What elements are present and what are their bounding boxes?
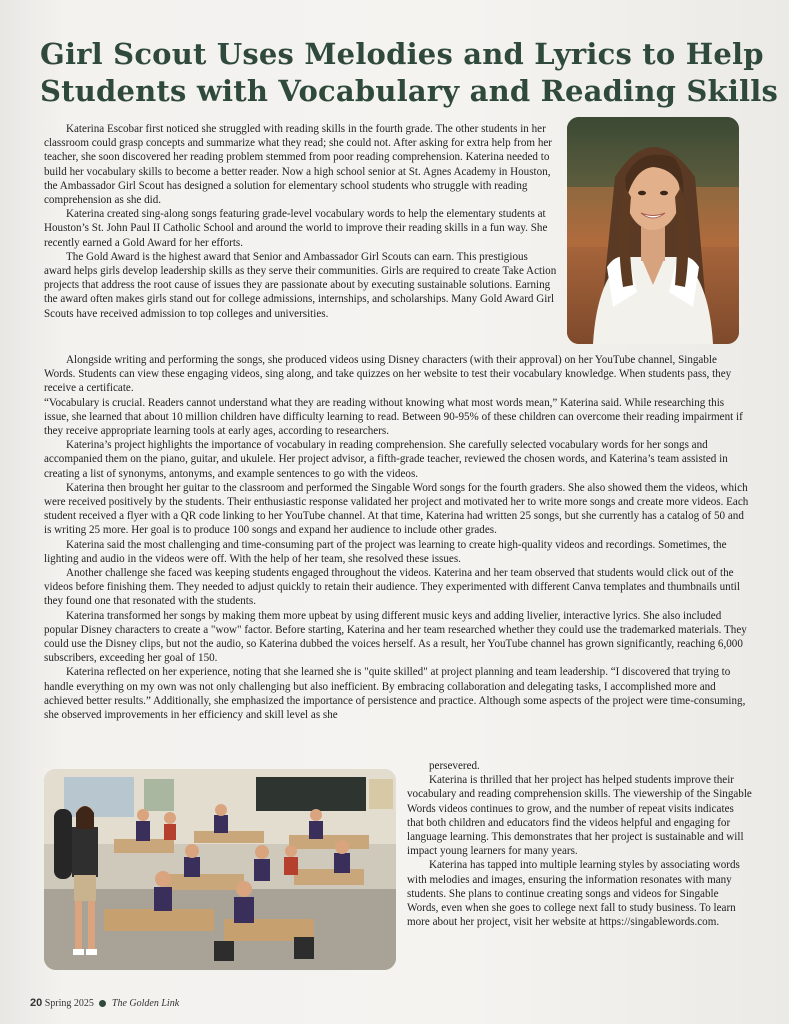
article-title	[40, 36, 778, 110]
paragraph: The Gold Award is the highest award that Senior and Ambassador Girl Scouts can earn. This prestigious award helps girls develop leadership skills as they serve their communities. Girls are required to create Take Action projects that address the root cause of issues they are passionate about by executing sustainable solutions. Earning the award often makes girls stand out for college admissions, internships, and scholarships. Many Gold Award Girl Scouts have received admission to top colleges and universities.	[44, 250, 557, 320]
paragraph: Alongside writing and performing the songs, she produced videos using Disney characters (with their approval) on her YouTube channel, Singable Words. Students can view these engaging videos, sing along, and take quizzes on her website to test their vocabulary knowledge. When students pass, they receive a certificate.	[44, 354, 732, 395]
paragraph: “Vocabulary is crucial. Readers cannot understand what they are reading without knowing what most words mean,” Katerina said. While researching this issue, she learned that about 10 million children have difficulty learning to read. Between 90-95% of these children can overcome their reading impairment if they receive appropriate learning tools at early ages, according to researchers.	[44, 396, 743, 438]
paragraph: Katerina Escobar first noticed she struggled with reading skills in the fourth grade. The other students in her classroom could grasp concepts and summarize what they read; she could not. After asking for extra help from her teacher, she soon discovered her reading problem stemmed from poor reading comprehension. Katerina needed to build her vocabulary skills to become a better reader. Now a high school senior at St. Agnes Academy in Houston, the Ambassador Girl Scout has designed a solution for elementary school students who struggle with reading comprehension as she did.	[44, 123, 552, 207]
paragraph: Katerina then brought her guitar to the classroom and performed the Singable Word songs for the fourth graders. She also showed them the videos, which were received positively by the students. Their enthusiastic response validated her project and motivated her to write more songs and create more videos. Each student received a flyer with a QR code linking to her YouTube channel. At that time, Katerina had written 25 songs, but she currently has a catalog of 50 and is writing 25 more. Her goal is to produce 100 songs and expand her audience to include other grades.	[44, 481, 749, 537]
paragraph: Katerina reflected on her experience, noting that she learned she is "quite skilled" at project planning and team leadership. “I discovered that trying to handle everything on my own was not only challenging but also inefficient. By embracing collaboration and delegating tasks, I accomplished more and achieved better results.” Additionally, she emphasized the importance of persistence and practice. Although some aspects of the project were time-consuming, she observed improvements in her efficiency and skill level as she	[44, 666, 746, 722]
paragraph: Katerina’s project highlights the importance of vocabulary in reading comprehension. She carefully selected vocabulary words for her songs and accompanied them on the piano, guitar, and ukulele. Her project advisor, a fifth-grade teacher, reviewed the chosen words, and Katerina’s team assisted in creating a list of synonyms, antonyms, and example sentences to go with the videos.	[44, 439, 728, 480]
portrait-photo	[567, 117, 739, 344]
paragraph: Katerina said the most challenging and time-consuming part of the project was learning to create high-quality videos and recordings. Sometimes, the lighting and audio in the videos were off. With the help of her team, she resolved these issues.	[44, 538, 727, 565]
title-line-2: Students with Vocabulary and Reading Skills	[40, 74, 778, 108]
paragraph: Katerina has tapped into multiple learning styles by associating words with melodies and images, ensuring the information resonates with many students. She plans to continue creating songs and videos for Singable Words, even when she goes to college next fall to study business. To learn more about her project, visit her website at https://singablewords.com.	[407, 859, 740, 929]
article-body-right	[407, 759, 752, 929]
paragraph: Another challenge she faced was keeping students engaged throughout the videos. Katerina and her team observed that students would click out of the videos before finishing them. They needed to adjust quickly to retain their audience. They experimented with different Canva templates and thumbnails until they found one that resonated with the students.	[44, 567, 740, 608]
classroom-photo	[44, 769, 396, 970]
paragraph: persevered.	[429, 760, 480, 772]
article-body-top	[44, 122, 557, 321]
footer-season: Spring 2025	[44, 998, 94, 1009]
paragraph: Katerina transformed her songs by making them more upbeat by using different music keys and adding livelier, interactive lyrics. She also included popular Disney characters to create a "wow" factor. Before starting, Katerina and her team researched whether they could use the trademarked materials. They could use the Disney clips, but not the audio, so Katerina dubbed the voices herself. As a result, her YouTube channel has grown significantly, reaching 6,000 subscribers, exceeding her goal of 150.	[44, 609, 747, 665]
page-number: 20	[30, 997, 43, 1009]
article-body-full	[44, 353, 750, 722]
page-footer	[30, 997, 179, 1009]
bullet-icon	[99, 1000, 106, 1007]
title-line-1: Girl Scout Uses Melodies and Lyrics to Help	[40, 37, 764, 71]
paragraph: Katerina created sing-along songs featuring grade-level vocabulary words to help the elementary students at Houston’s St. John Paul II Catholic School and around the world to improve their reading skills in a fun way. She recently earned a Gold Award for her efforts.	[44, 208, 548, 249]
paragraph: Katerina is thrilled that her project has helped students improve their vocabulary and reading comprehension skills. The viewership of the Singable Words videos continues to grow, and the number of repeat visits indicates that both children and educators find the videos helpful and engaging for language learning. This demonstrates that her project is sustainable and will impact young learners for many years.	[407, 774, 752, 858]
magazine-name: The Golden Link	[111, 998, 180, 1009]
